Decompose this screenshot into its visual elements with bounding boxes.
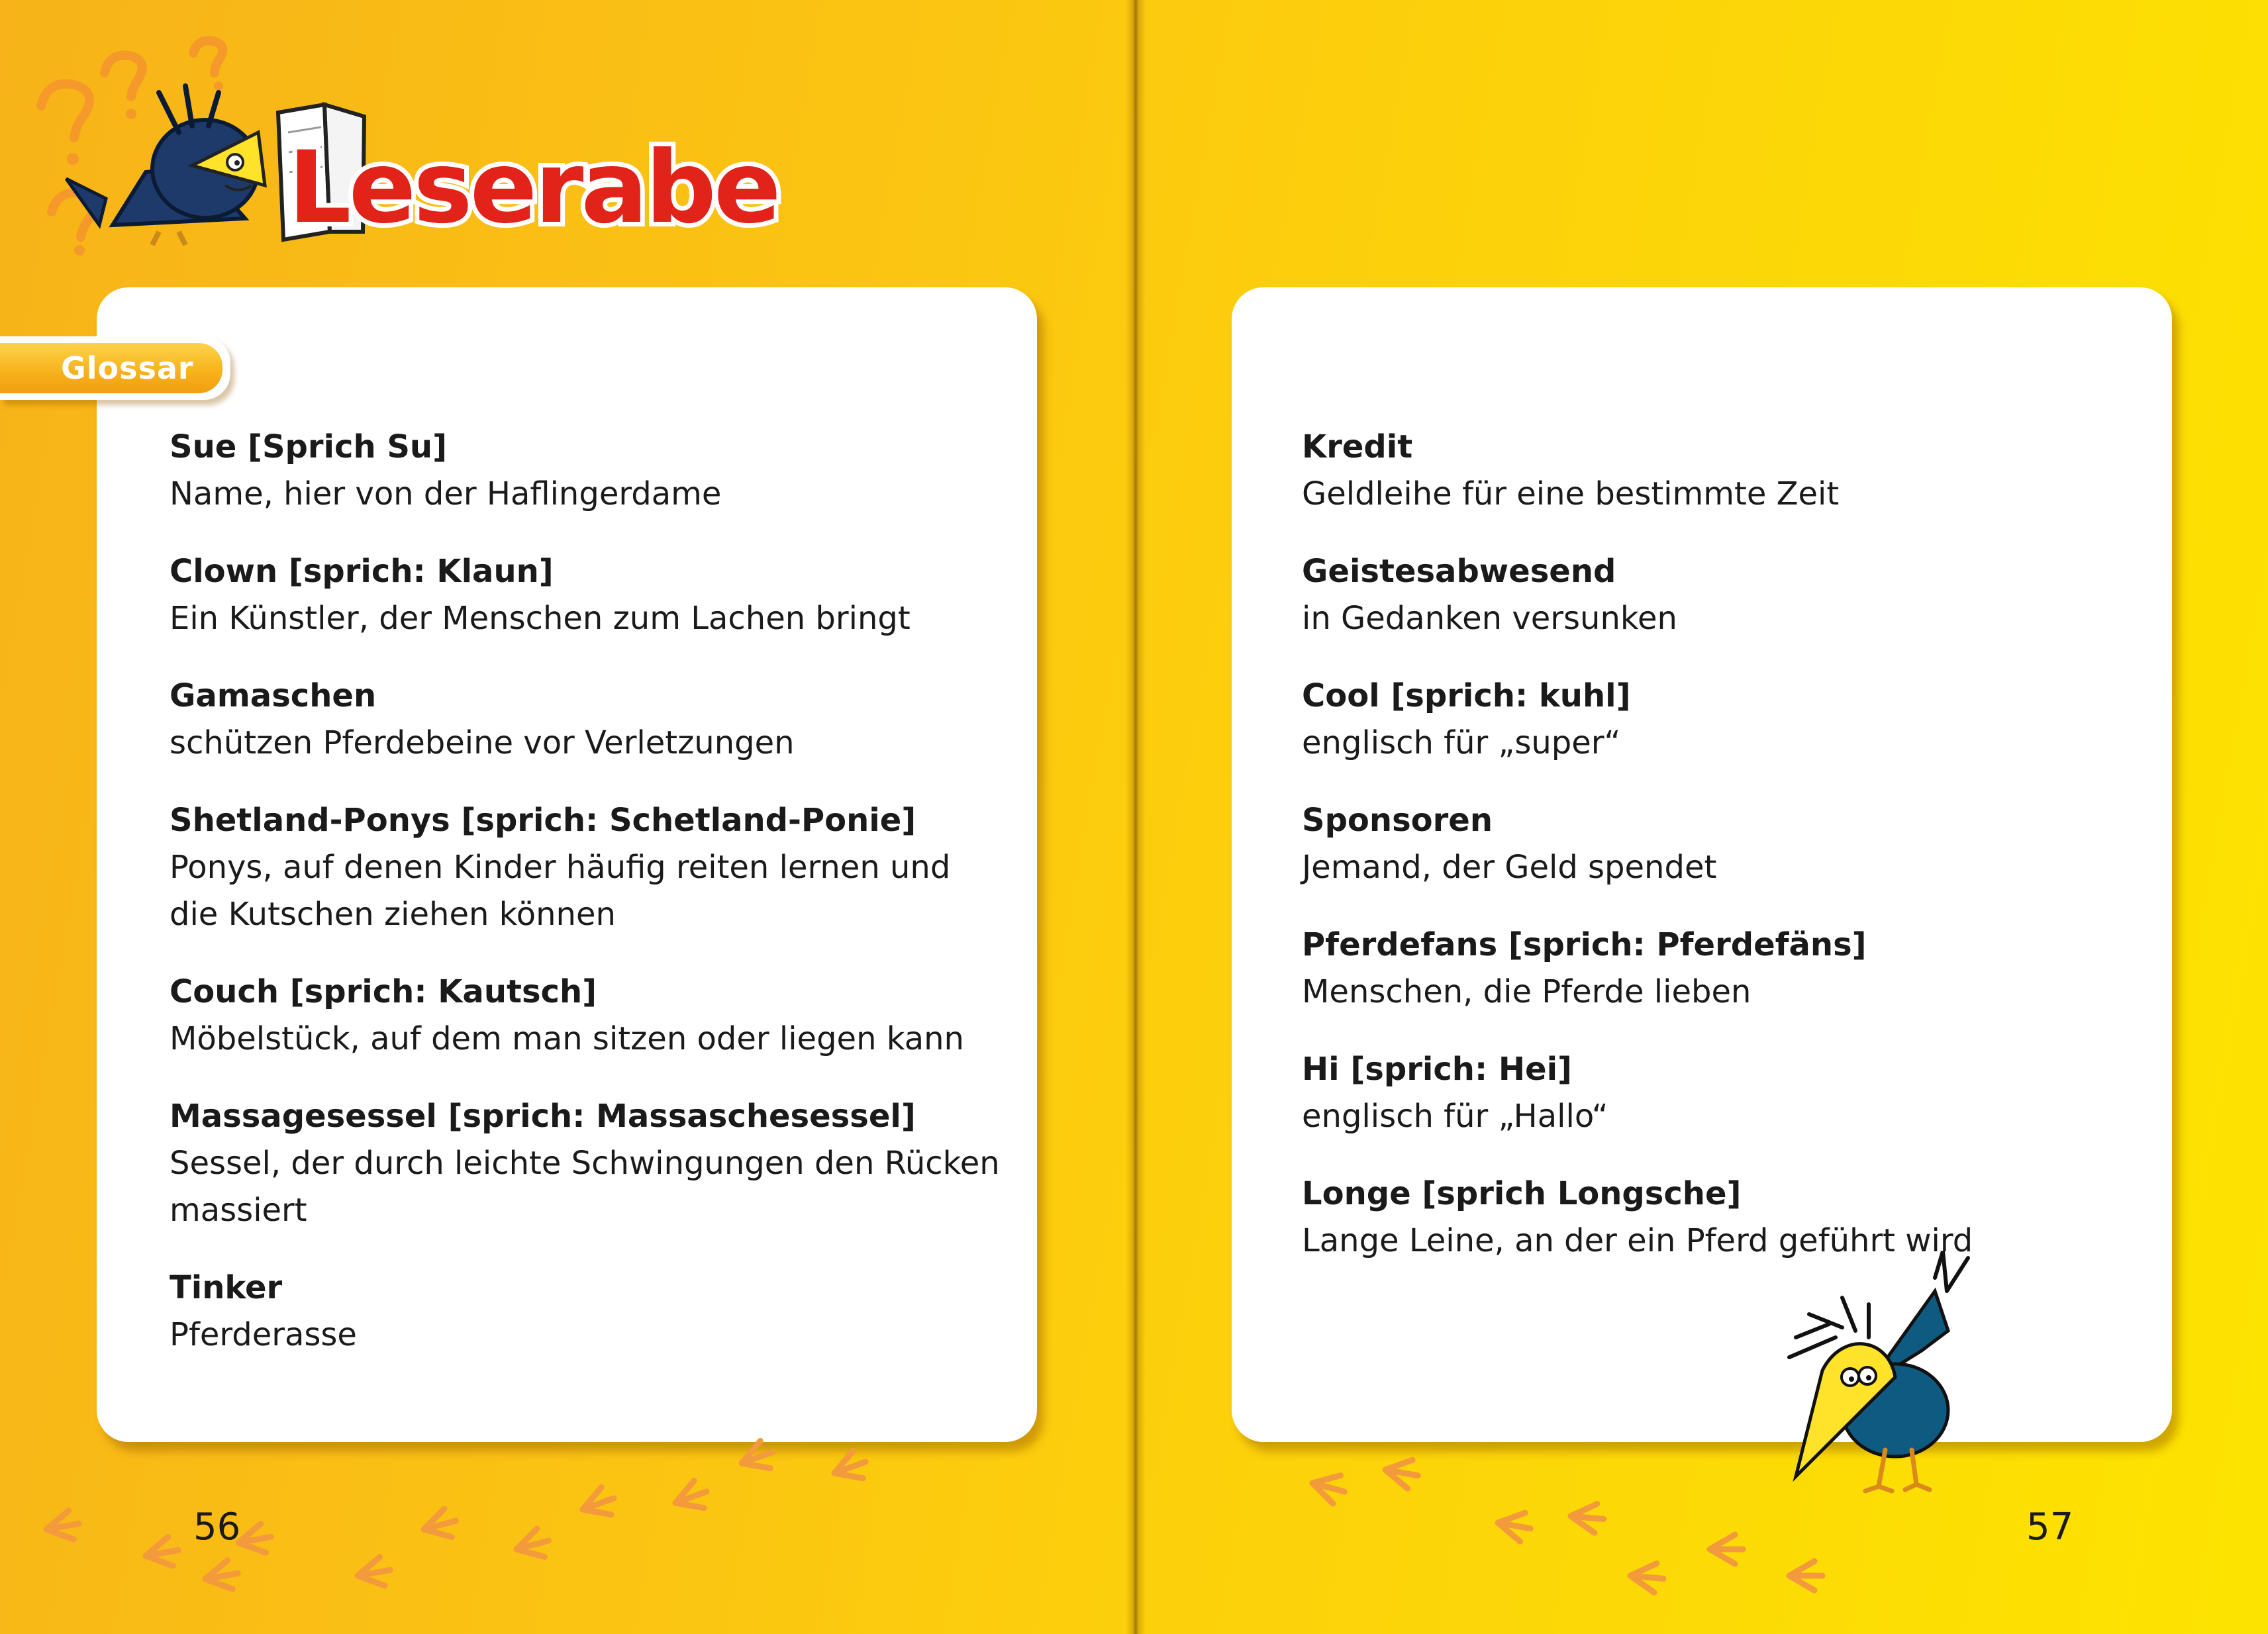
glossary-term: Couch [sprich: Kautsch] bbox=[170, 973, 597, 1010]
glossary-definition: Name, hier von der Haflingerdame bbox=[170, 475, 722, 512]
glossary-term: Hi [sprich: Hei] bbox=[1302, 1051, 1572, 1088]
glossary-term: Pferdefans [sprich: Pferdefäns] bbox=[1302, 926, 1867, 963]
glossary-entry bbox=[1302, 673, 2136, 767]
glossary-entry bbox=[170, 548, 1004, 642]
glossary-entry bbox=[170, 1265, 1004, 1359]
glossary-term: Cool [sprich: kuhl] bbox=[1302, 677, 1631, 714]
glossary-definition: englisch für „Hallo“ bbox=[1302, 1098, 1608, 1135]
glossary-entry bbox=[1302, 1171, 2136, 1265]
glossary-definition: Lange Leine, an der ein Pferd geführt wird bbox=[1302, 1222, 1973, 1259]
glossary-list-left bbox=[170, 424, 1004, 1389]
glossary-term: Clown [sprich: Klaun] bbox=[170, 553, 554, 590]
glossary-definition: Sessel, der durch leichte Schwingungen den Rücken massiert bbox=[170, 1145, 1000, 1229]
glossary-tab bbox=[0, 336, 230, 400]
glossary-entry bbox=[170, 673, 1004, 767]
glossary-term: Massagesessel [sprich: Massaschesessel] bbox=[170, 1098, 916, 1135]
glossary-entry bbox=[1302, 797, 2136, 891]
glossary-definition: Pferderasse bbox=[170, 1316, 357, 1353]
glossary-entry bbox=[1302, 424, 2136, 518]
glossary-definition: Ponys, auf denen Kinder häufig reiten lernen und die Kutschen ziehen können bbox=[170, 849, 951, 933]
raven-mascot-icon bbox=[66, 86, 265, 245]
glossary-term: Tinker bbox=[170, 1269, 283, 1306]
glossary-entry bbox=[170, 1093, 1004, 1234]
glossary-definition: in Gedanken versunken bbox=[1302, 600, 1677, 637]
glossary-entry bbox=[170, 797, 1004, 938]
glossary-term: Geistesabwesend bbox=[1302, 553, 1616, 590]
right-page bbox=[1134, 0, 2268, 1634]
glossary-definition: Menschen, die Pferde lieben bbox=[1302, 973, 1751, 1010]
glossary-term: Gamaschen bbox=[170, 677, 377, 714]
glossary-term: Kredit bbox=[1302, 428, 1413, 465]
bird-footprint-icon bbox=[1299, 1443, 1895, 1615]
glossary-definition: Ein Künstler, der Menschen zum Lachen bringt bbox=[170, 600, 911, 637]
glossary-term: Longe [sprich Longsche] bbox=[1302, 1175, 1742, 1212]
glossary-list-right bbox=[1302, 424, 2136, 1295]
logo-wordmark: Leserabe bbox=[288, 130, 779, 246]
page-number-left: 56 bbox=[193, 1506, 241, 1549]
glossary-entry bbox=[1302, 1046, 2136, 1140]
leserabe-logo bbox=[26, 33, 779, 258]
glossary-definition: englisch für „super“ bbox=[1302, 724, 1621, 761]
page-number-right: 57 bbox=[2026, 1506, 2074, 1549]
glossary-tab-label: Glossar bbox=[0, 343, 222, 393]
glossary-term: Sponsoren bbox=[1302, 802, 1493, 839]
book-gutter bbox=[1126, 0, 1146, 1634]
glossary-entry bbox=[1302, 548, 2136, 642]
glossary-definition: Geldleihe für eine bestimmte Zeit bbox=[1302, 475, 1840, 512]
glossary-entry bbox=[170, 969, 1004, 1063]
glossary-entry bbox=[170, 424, 1004, 518]
glossary-definition: Möbelstück, auf dem man sitzen oder liegen kann bbox=[170, 1020, 964, 1057]
glossary-term: Sue [Sprich Su] bbox=[170, 428, 448, 465]
bird-footprint-icon bbox=[40, 1443, 901, 1615]
glossary-definition: Jemand, der Geld spendet bbox=[1302, 849, 1717, 886]
glossary-term: Shetland-Ponys [sprich: Schetland-Ponie] bbox=[170, 802, 916, 839]
glossary-entry bbox=[1302, 922, 2136, 1016]
glossary-definition: schützen Pferdebeine vor Verletzungen bbox=[170, 724, 795, 761]
